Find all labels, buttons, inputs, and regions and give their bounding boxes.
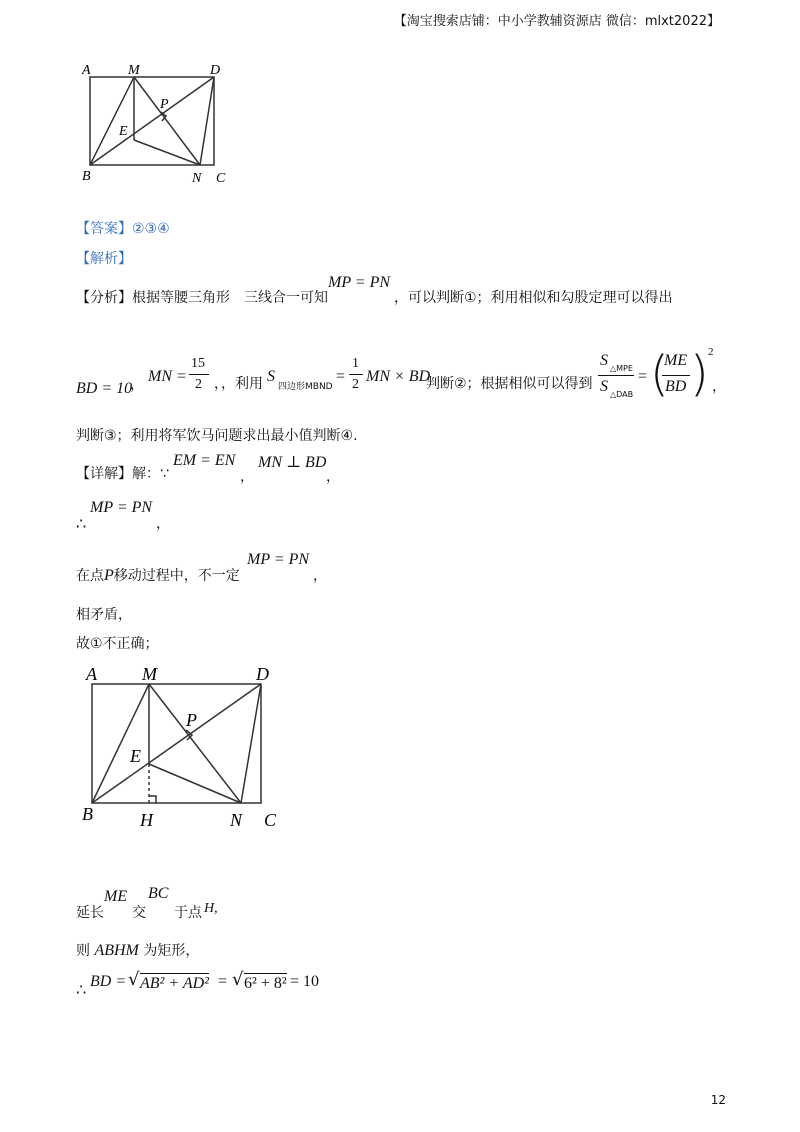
detail-comma3: ， bbox=[156, 516, 170, 532]
fig2-label-M: M bbox=[142, 664, 157, 684]
therefore-1: ∴ bbox=[76, 514, 87, 533]
ratio-den-sub: △DAB bbox=[610, 390, 634, 399]
conclusion-1: 故①不正确； bbox=[76, 636, 159, 652]
detail-comma: ， bbox=[240, 469, 254, 485]
geometry-figure-1 bbox=[78, 58, 238, 188]
fig2-label-A: A bbox=[86, 664, 97, 684]
mn-times-bd: MN × BD bbox=[366, 368, 431, 385]
fenxi-line3: 判断③；利用将军饮马问题求出最小值判断④. bbox=[76, 428, 358, 444]
fig2-label-E: E bbox=[130, 746, 141, 766]
fig2-label-N: N bbox=[230, 810, 243, 830]
bd-eq-10: BD = 10 bbox=[76, 380, 133, 397]
em-eq-en: EM = EN bbox=[173, 452, 236, 469]
detail-label: 【详解】解：∵ bbox=[76, 466, 169, 482]
ratio-exp: 2 bbox=[708, 346, 714, 358]
extend-bc: BC bbox=[148, 885, 169, 902]
sqrt1-inner: AB² + AD² bbox=[140, 975, 209, 992]
move-text-a: 在点 bbox=[76, 568, 104, 584]
rect-abhm: ABHM bbox=[94, 942, 139, 959]
extend-me: ME bbox=[104, 888, 128, 905]
s-subscript: 四边形MBND bbox=[278, 382, 333, 392]
fig1-label-P: P bbox=[160, 97, 169, 112]
therefore-2: ∴ bbox=[76, 980, 87, 999]
ratio-den-s: S bbox=[600, 378, 608, 395]
rect-a: 则 bbox=[76, 943, 90, 959]
extend-c: 于点 bbox=[174, 905, 202, 921]
detail-comma2: ， bbox=[326, 469, 340, 485]
mn-den: 2 bbox=[195, 377, 202, 392]
header-shop-text: 【淘宝搜索店铺：中小学教辅资源店 微信：mlxt2022】 bbox=[393, 14, 720, 29]
move-text-b: 移动过程中，不一定 bbox=[113, 568, 240, 584]
ratio-bd: BD bbox=[665, 378, 687, 395]
s-symbol: S bbox=[267, 368, 275, 385]
fig1-label-M: M bbox=[128, 63, 140, 78]
mp-eq-pn-1: MP = PN bbox=[90, 499, 153, 516]
fenxi-text5: ， bbox=[712, 379, 726, 395]
detail-comma4: ， bbox=[313, 568, 327, 584]
fig1-label-C: C bbox=[216, 171, 226, 186]
mn-num: 15 bbox=[191, 356, 205, 371]
bd-calc-lhs: BD = bbox=[90, 973, 127, 990]
fenxi-comma: ， bbox=[130, 377, 144, 393]
mn-perp-bd: MN ⊥ BD bbox=[258, 454, 327, 471]
ratio-me: ME bbox=[664, 352, 688, 369]
answer-value: ②③④ bbox=[132, 221, 170, 237]
fig2-label-C: C bbox=[264, 810, 277, 830]
fenxi-text4: 判断②；根据相似可以得到 bbox=[426, 376, 593, 392]
page-number: 12 bbox=[710, 1093, 726, 1107]
bd-calc-eq: = bbox=[218, 973, 228, 990]
fig2-label-B: B bbox=[82, 804, 93, 824]
fig1-label-B: B bbox=[82, 169, 91, 184]
bd-calc-result: = 10 bbox=[290, 973, 320, 990]
fig2-label-D: D bbox=[256, 664, 269, 684]
fig2-label-P: P bbox=[186, 710, 197, 730]
geometry-figure-2 bbox=[78, 660, 288, 835]
extend-b: 交 bbox=[132, 905, 146, 921]
fenxi-text2: ，可以判断①；利用相似和勾股定理可以得出 bbox=[394, 290, 673, 306]
extend-a: 延长 bbox=[76, 905, 104, 921]
fig1-label-N: N bbox=[192, 171, 202, 186]
mp-eq-pn-2: MP = PN bbox=[247, 551, 310, 568]
fenxi-label: 【分析】 bbox=[76, 290, 132, 306]
fig1-label-A: A bbox=[82, 63, 91, 78]
half-num: 1 bbox=[352, 356, 359, 371]
fig1-label-E: E bbox=[119, 124, 128, 139]
answer-label: 【答案】 bbox=[76, 221, 132, 237]
ratio-num-s: S bbox=[600, 352, 608, 369]
fenxi-text3: ，，利用 bbox=[214, 376, 263, 392]
extend-h: H, bbox=[204, 901, 218, 916]
rect-b: 为矩形， bbox=[143, 943, 200, 959]
fig1-label-D: D bbox=[210, 63, 221, 78]
half-den: 2 bbox=[352, 377, 359, 392]
s-eq: = bbox=[336, 368, 346, 385]
fenxi-math-mp-pn: MP = PN bbox=[328, 274, 391, 291]
fenxi-text1: 根据等腰三角形 三线合一可知 bbox=[132, 290, 328, 306]
analysis-label: 【解析】 bbox=[76, 251, 132, 267]
sqrt2-inner: 6² + 8² bbox=[244, 975, 287, 992]
ratio-num-sub: △MPE bbox=[610, 364, 633, 373]
fig2-label-H: H bbox=[140, 810, 153, 830]
move-text-p: P bbox=[104, 567, 114, 584]
ratio-eq: = bbox=[638, 368, 648, 385]
mn-lhs: MN = bbox=[148, 368, 187, 385]
contradiction-text: 相矛盾， bbox=[76, 607, 132, 623]
